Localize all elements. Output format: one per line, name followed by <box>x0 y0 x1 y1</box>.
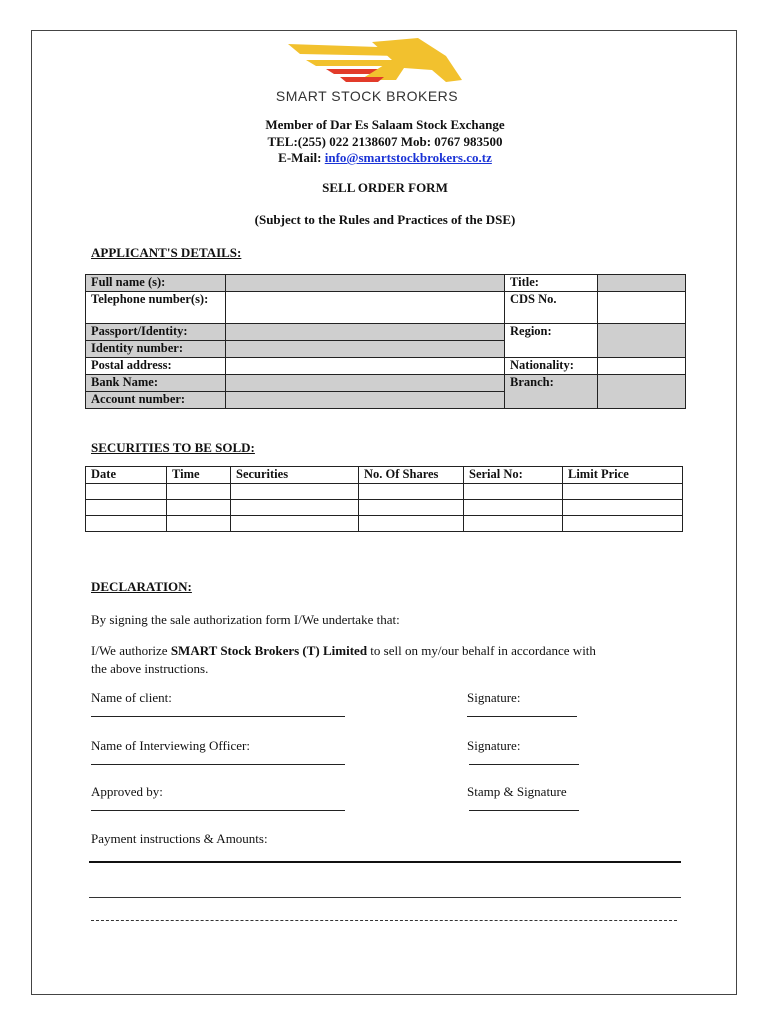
title-label: Title: <box>505 275 598 292</box>
full-name-label: Full name (s): <box>86 275 226 292</box>
officer-signature-line[interactable] <box>469 764 579 765</box>
telephone-label: Telephone number(s): <box>86 292 226 324</box>
officer-name-label: Name of Interviewing Officer: <box>91 738 250 753</box>
col-time: Time <box>167 467 231 484</box>
auth-company: SMART Stock Brokers (T) Limited <box>170 643 368 658</box>
postal-label: Postal address: <box>86 358 226 375</box>
client-name-line[interactable] <box>91 716 345 717</box>
auth-line2: the above instructions. <box>91 661 209 676</box>
auth-suffix: to sell on my/our behalf in accordance with <box>367 643 596 658</box>
approved-by-line[interactable] <box>91 810 345 811</box>
cell[interactable] <box>464 484 563 500</box>
cell[interactable] <box>86 516 167 532</box>
form-title: SELL ORDER FORM <box>322 180 448 195</box>
client-name-label: Name of client: <box>91 690 172 705</box>
email-link[interactable]: info@smartstockbrokers.co.tz <box>324 150 492 165</box>
bank-label: Bank Name: <box>86 375 226 392</box>
passport-label: Passport/Identity: <box>86 324 226 341</box>
postal-field[interactable] <box>226 358 505 375</box>
declaration-heading: DECLARATION: <box>91 579 192 594</box>
identity-number-label: Identity number: <box>86 341 226 358</box>
account-field[interactable] <box>226 392 505 409</box>
bank-field[interactable] <box>226 375 505 392</box>
col-serial: Serial No: <box>464 467 563 484</box>
account-label: Account number: <box>86 392 226 409</box>
approved-by-label: Approved by: <box>91 784 163 799</box>
nationality-label: Nationality: <box>505 358 598 375</box>
cell[interactable] <box>86 500 167 516</box>
cell[interactable] <box>359 500 464 516</box>
cell[interactable] <box>464 516 563 532</box>
telephone-line: TEL:(255) 022 2138607 Mob: 0767 983500 <box>267 134 503 149</box>
cell[interactable] <box>231 484 359 500</box>
payment-label: Payment instructions & Amounts: <box>91 831 268 846</box>
cell[interactable] <box>167 500 231 516</box>
cds-field[interactable] <box>598 292 686 324</box>
cell[interactable] <box>86 484 167 500</box>
auth-prefix: I/We authorize <box>91 643 171 658</box>
applicant-heading: APPLICANT'S DETAILS: <box>91 245 242 260</box>
email-label: E-Mail: <box>278 150 322 165</box>
stamp-signature-label: Stamp & Signature <box>467 784 567 799</box>
email-line <box>0 150 770 166</box>
payment-line-3[interactable] <box>91 920 677 921</box>
table-row <box>86 500 683 516</box>
cds-label: CDS No. <box>505 292 598 324</box>
full-name-field[interactable] <box>226 275 505 292</box>
nationality-field[interactable] <box>598 358 686 375</box>
payment-line-2[interactable] <box>89 897 681 898</box>
applicant-table <box>85 274 686 409</box>
branch-label: Branch: <box>505 375 598 409</box>
table-row <box>86 484 683 500</box>
cell[interactable] <box>231 516 359 532</box>
col-limit-price: Limit Price <box>563 467 683 484</box>
cell[interactable] <box>359 516 464 532</box>
declaration-intro: By signing the sale authorization form I/We undertake that: <box>91 612 400 627</box>
payment-line-1[interactable] <box>89 861 681 863</box>
passport-field[interactable] <box>226 324 505 341</box>
client-signature-label: Signature: <box>467 690 521 705</box>
logo-wing-red-2 <box>340 77 384 82</box>
region-field[interactable] <box>598 324 686 358</box>
col-shares: No. Of Shares <box>359 467 464 484</box>
region-label: Region: <box>505 324 598 358</box>
telephone-field[interactable] <box>226 292 505 324</box>
client-signature-line[interactable] <box>467 716 577 717</box>
cell[interactable] <box>563 516 683 532</box>
cell[interactable] <box>563 484 683 500</box>
membership-line: Member of Dar Es Salaam Stock Exchange <box>265 117 505 132</box>
stamp-signature-line[interactable] <box>469 810 579 811</box>
cell[interactable] <box>167 484 231 500</box>
securities-table <box>85 466 683 532</box>
securities-heading: SECURITIES TO BE SOLD: <box>91 440 255 455</box>
cell[interactable] <box>231 500 359 516</box>
authorization-text <box>91 642 691 678</box>
logo-wordmark: SMART STOCK BROKERS <box>275 88 459 104</box>
col-securities: Securities <box>231 467 359 484</box>
table-row <box>86 516 683 532</box>
cell[interactable] <box>167 516 231 532</box>
officer-signature-label: Signature: <box>467 738 521 753</box>
cell[interactable] <box>563 500 683 516</box>
branch-field[interactable] <box>598 375 686 409</box>
col-date: Date <box>86 467 167 484</box>
cell[interactable] <box>359 484 464 500</box>
title-field[interactable] <box>598 275 686 292</box>
identity-number-field[interactable] <box>226 341 505 358</box>
cell[interactable] <box>464 500 563 516</box>
form-subtitle: (Subject to the Rules and Practices of the DSE) <box>254 212 516 227</box>
officer-name-line[interactable] <box>91 764 345 765</box>
